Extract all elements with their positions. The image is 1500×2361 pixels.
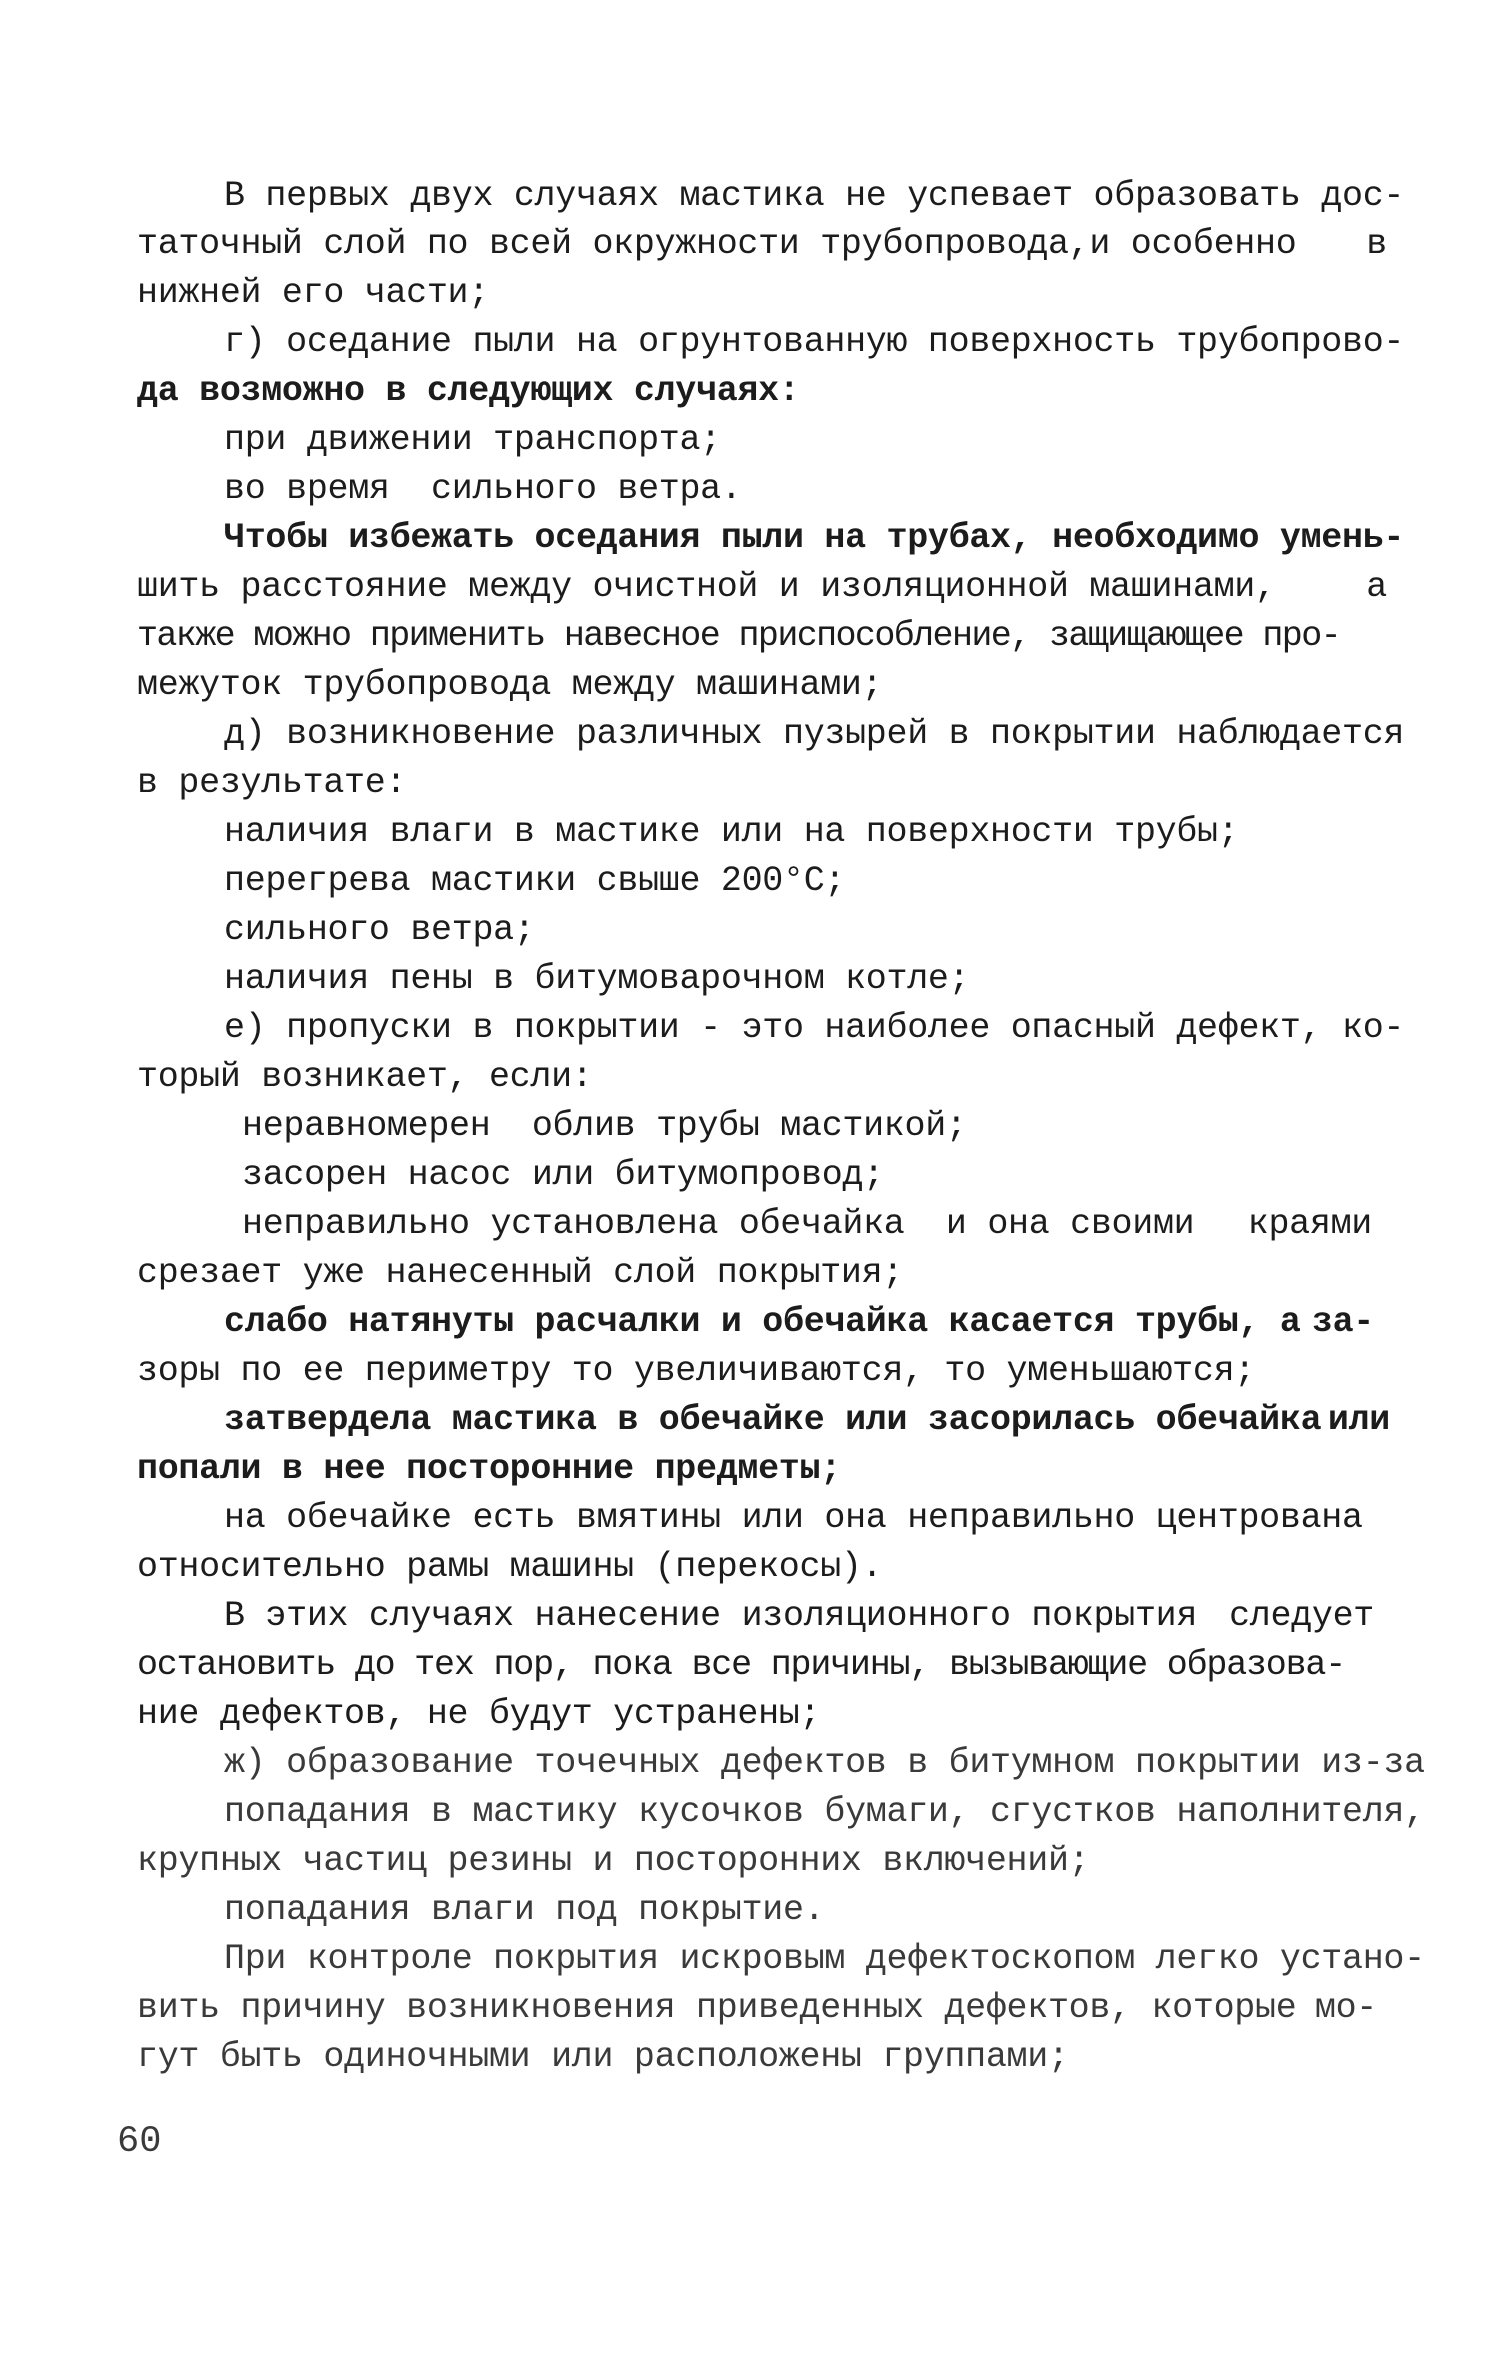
text-line: попадания влаги под покрытие. (224, 1890, 825, 1930)
text-line: срезает уже нанесенный слой покрытия; (137, 1253, 904, 1293)
text-segment: таточный слой по всей окружности трубопровода,и особенно (137, 224, 1297, 264)
text-line: попадания в мастику кусочков бумаги, сгустков наполнителя, (224, 1792, 1425, 1832)
text-segment: В этих случаях нанесение изоляционного покрытия (224, 1596, 1198, 1636)
text-line: ж) образование точечных дефектов в битумном покрытии из-за (224, 1743, 1425, 1783)
text-line: наличия влаги в мастике или на поверхности трубы; (224, 812, 1239, 852)
text-line: сильного ветра; (224, 910, 535, 950)
text-line-justified (224, 1596, 1374, 1636)
text-line: перегрева мастики свыше 200°С; (224, 861, 846, 901)
text-segment: слабо натянуты расчалки и обечайка касается трубы, а (224, 1302, 1301, 1342)
text-segment: краями (1247, 1204, 1372, 1244)
text-segment: шить расстояние между очистной и изоляционной машинами, (137, 567, 1276, 607)
text-line: ние дефектов, не будут устранены; (137, 1694, 821, 1734)
text-line: при движении транспорта; (224, 420, 721, 460)
text-line: также можно применить навесное приспособление, защищающее про- (137, 616, 1341, 656)
text-line: зоры по ее периметру то увеличиваются, то уменьшаются; (137, 1351, 1255, 1391)
text-line: межуток трубопровода между машинами; (137, 665, 883, 705)
text-line-justified (137, 1988, 1377, 2028)
text-segment: а (1366, 567, 1387, 607)
text-segment: затвердела мастика в обечайке или засорилась обечайка (224, 1400, 1322, 1440)
text-line: на обечайке есть вмятины или она неправильно центрована (224, 1498, 1363, 1538)
text-line: нижней его части; (137, 273, 489, 313)
text-line: относительно рамы машины (перекосы). (137, 1547, 883, 1587)
text-line-justified (242, 1204, 1372, 1244)
text-segment: в (1366, 224, 1387, 264)
text-line: В первых двух случаях мастика не успевает образовать дос- (224, 176, 1405, 216)
text-line: попали в нее посторонние предметы; (137, 1449, 841, 1489)
text-line: засорен насос или битумопровод; (242, 1155, 884, 1195)
text-line: остановить до тех пор, пока все причины, вызывающие образова- (137, 1645, 1346, 1685)
text-line: да возможно в следующих случаях: (137, 371, 800, 411)
text-segment: вить причину возникновения приведенных дефектов, которые (137, 1988, 1297, 2028)
text-line: наличия пены в битумоварочном котле; (224, 959, 970, 999)
text-segment: за- (1311, 1302, 1374, 1342)
text-line-justified (137, 224, 1387, 264)
text-line: е) пропуски в покрытии - это наиболее опасный дефект, ко- (224, 1008, 1405, 1048)
text-segment: или (1327, 1400, 1390, 1440)
text-line: Чтобы избежать оседания пыли на трубах, необходимо умень- (224, 518, 1405, 558)
text-line: неравномерен облив трубы мастикой; (242, 1106, 967, 1146)
text-line: во время сильного ветра. (224, 469, 742, 509)
text-line: крупных частиц резины и посторонних включений; (137, 1841, 1090, 1881)
text-line-justified (224, 1302, 1374, 1342)
text-line: в результате: (137, 763, 407, 803)
text-segment: следует (1229, 1596, 1374, 1636)
text-segment: неправильно установлена обечайка и она своими (242, 1204, 1195, 1244)
page-number: 60 (117, 2121, 162, 2163)
text-line-justified (224, 1400, 1390, 1440)
text-segment: мо- (1314, 1988, 1377, 2028)
text-line: При контроле покрытия искровым дефектоскопом легко устано- (224, 1939, 1425, 1979)
text-line: г) оседание пыли на огрунтованную поверхность трубопрово- (224, 322, 1405, 362)
text-line: торый возникает, если: (137, 1057, 593, 1097)
text-line: гут быть одиночными или расположены группами; (137, 2037, 1069, 2077)
text-line: д) возникновение различных пузырей в покрытии наблюдается (224, 714, 1405, 754)
text-line-justified (137, 567, 1387, 607)
